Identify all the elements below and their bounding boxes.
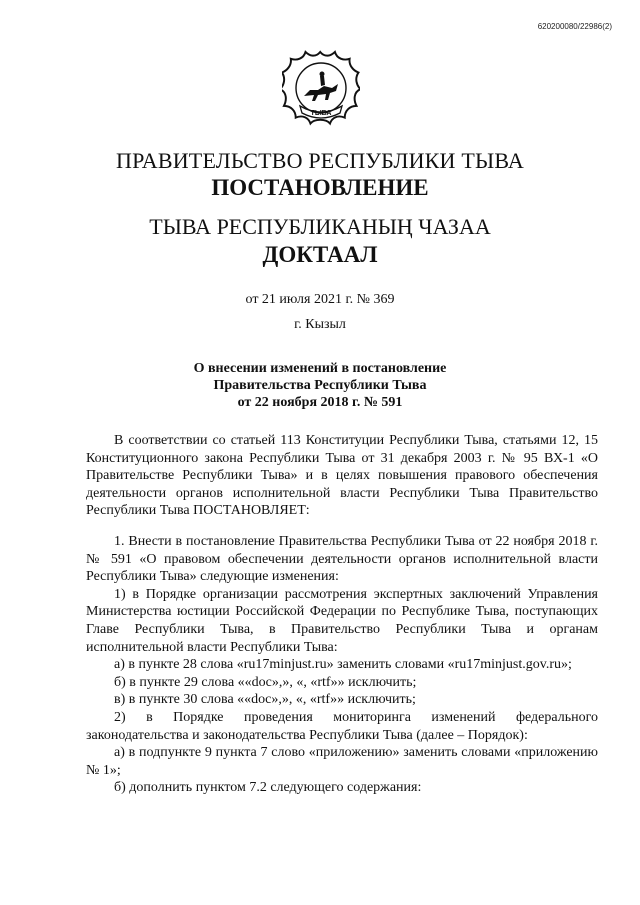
body-paragraph: 1) в Порядке организации рассмотрения экспертных заключений Управления Министерства юстиции Российской Федерации по Республике Тыва, поступающих Главе Республики Тыва, в Правительство Республики Тыва и органам исполнительной власти Республики Тыва:	[86, 586, 598, 655]
document-date-number: от 21 июля 2021 г. № 369	[245, 292, 395, 307]
body-paragraph: В соответствии со статьей 113 Конституции Республики Тыва, статьями 12, 15 Конституционного закона Республики Тыва от 31 декабря 2003 г. № 95 ВХ-1 «О Правительстве Республики Тыва» и в целях повышения правового обеспечения деятельности органов исполнительной власти Республики Тыва Правительство Республики Тыва ПОСТАНОВЛЯЕТ:	[86, 433, 598, 519]
body-paragraph: в) в пункте 30 слова ««doc»,», «, «rtf»» исключить;	[114, 692, 416, 708]
body-paragraph: 1. Внести в постановление Правительства Республики Тыва от 22 ноября 2018 г. № 591 «О правовом обеспечении деятельности органов исполнительной власти Республики Тыва» следующие изменения:	[86, 533, 598, 585]
body-paragraph: а) в подпункте 9 пункта 7 слово «приложению» заменить словами «приложению № 1»;	[86, 745, 598, 778]
subject-line: от 22 ноября 2018 г. № 591	[237, 395, 403, 410]
body-paragraph: б) в пункте 29 слова ««doc»,», «, «rtf»» исключить;	[114, 674, 417, 690]
government-title-tyv: ТЫВА РЕСПУБЛИКАНЫҢ ЧАЗАА	[149, 214, 491, 239]
document-body	[86, 432, 598, 797]
subject-line: Правительства Республики Тыва	[213, 378, 427, 393]
document-type-tyv: ДОКТААЛ	[262, 242, 378, 267]
tyva-coat-of-arms-icon	[282, 46, 360, 130]
document-type-ru: ПОСТАНОВЛЕНИЕ	[211, 175, 429, 200]
body-paragraph: б) дополнить пунктом 7.2 следующего содержания:	[114, 780, 422, 796]
body-paragraph: а) в пункте 28 слова «ru17minjust.ru» заменить словами «ru17minjust.gov.ru»;	[114, 657, 572, 673]
body-paragraph: 2) в Порядке проведения мониторинга изменений федерального законодательства и законодательства Республики Тыва (далее – Порядок):	[86, 709, 598, 743]
document-subject	[0, 360, 640, 411]
emblem-label: ТЫВА	[310, 110, 332, 117]
government-title-ru: ПРАВИТЕЛЬСТВО РЕСПУБЛИКИ ТЫВА	[116, 148, 524, 173]
document-city: г. Кызыл	[294, 317, 346, 332]
subject-line: О внесении изменений в постановление	[193, 361, 447, 376]
document-code: 620200080/22986(2)	[537, 22, 612, 31]
